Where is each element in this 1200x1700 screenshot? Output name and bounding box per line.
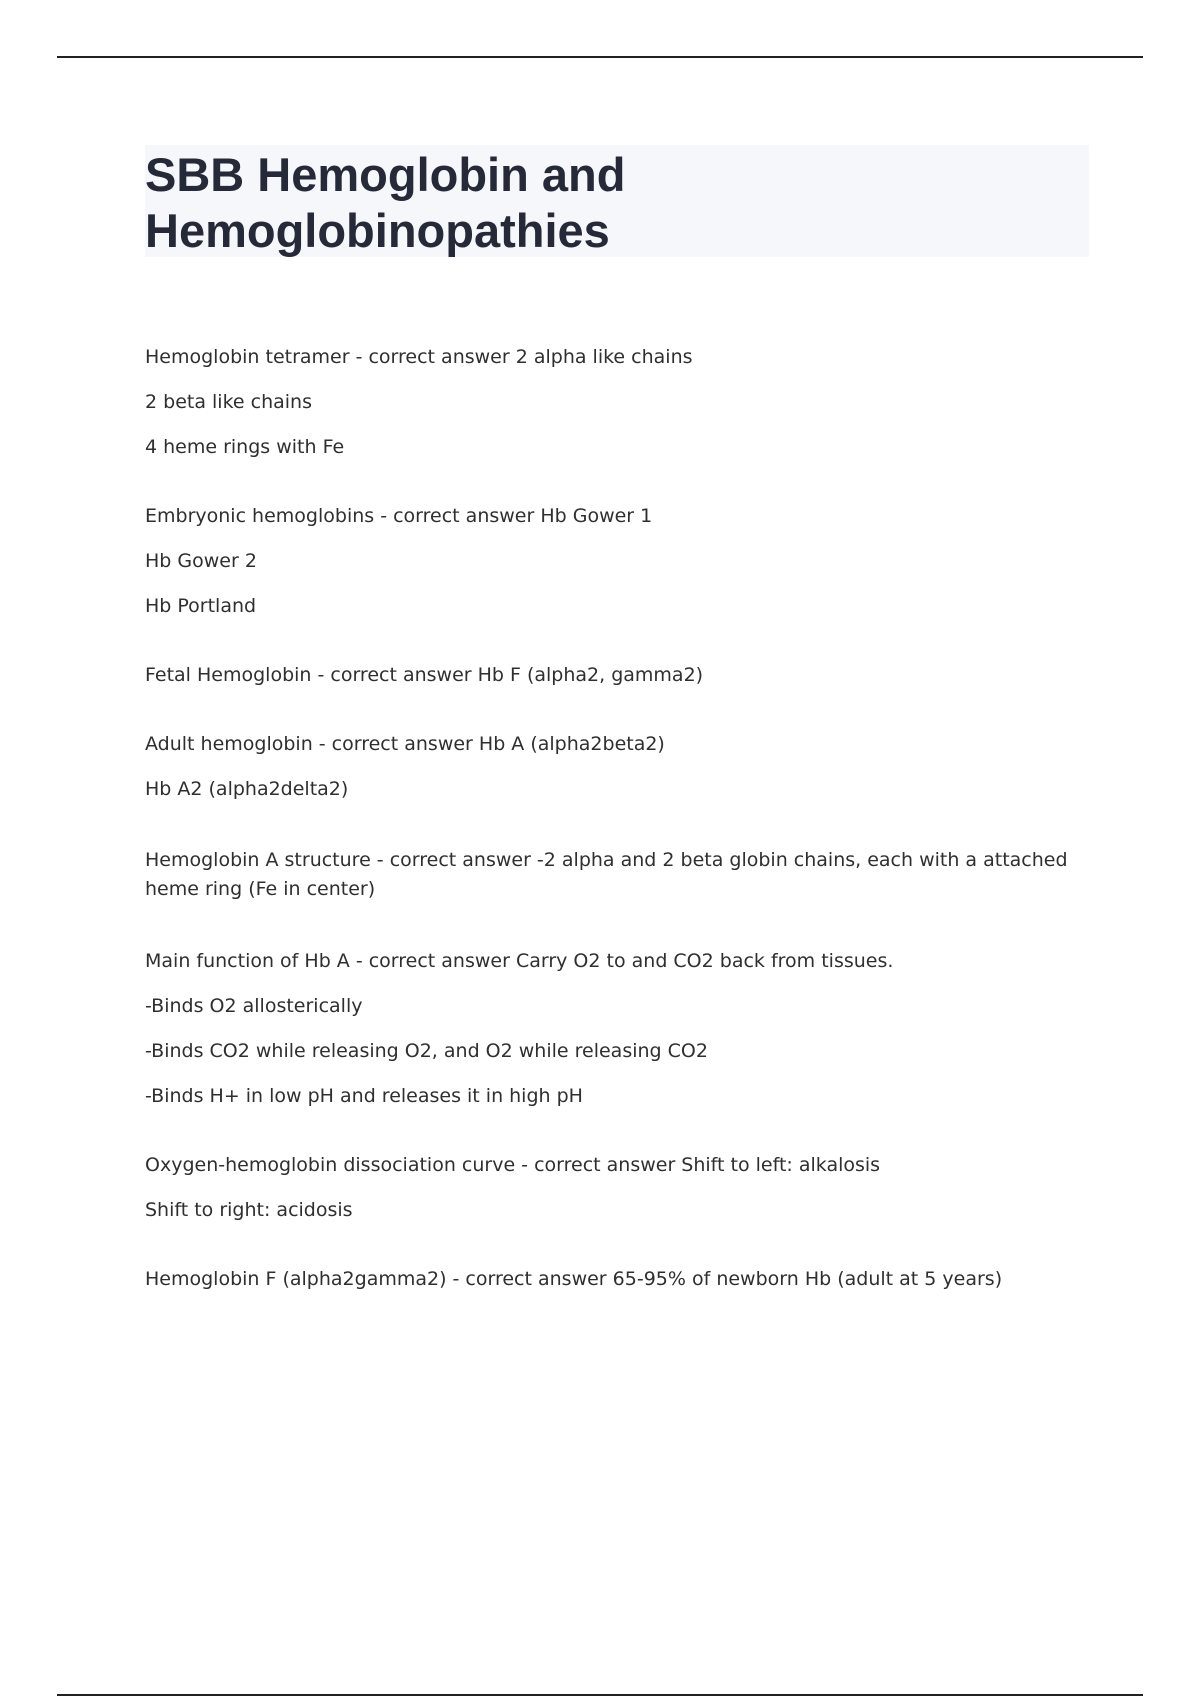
entry-line: 4 heme rings with Fe [145,436,345,458]
title-line-2: Hemoglobinopathies [145,204,610,257]
entry-line: Adult hemoglobin - correct answer Hb A (alpha2beta2) [145,733,665,755]
entry-adult-hemoglobin [145,732,1085,801]
entry-line: Hemoglobin A structure - correct answer -2 alpha and 2 beta globin chains, each with a attached heme ring (Fe in center) [145,849,1074,900]
entry-line: Main function of Hb A - correct answer Carry O2 to and CO2 back from tissues. [145,950,894,972]
flashcard-list [145,345,1085,1336]
entry-line: Hemoglobin tetramer - correct answer 2 alpha like chains [145,346,693,368]
entry-embryonic-hemoglobins [145,504,1085,618]
entry-line: Hb A2 (alpha2delta2) [145,778,349,800]
entry-fetal-hemoglobin [145,663,1085,687]
entry-hemoglobin-tetramer [145,345,1085,459]
entry-line: Hb Portland [145,595,257,617]
entry-line: Embryonic hemoglobins - correct answer Hb Gower 1 [145,505,653,527]
entry-line: -Binds O2 allosterically [145,995,363,1017]
top-divider [57,56,1143,58]
entry-line: Shift to right: acidosis [145,1199,353,1221]
title-line-1: SBB Hemoglobin and [145,148,626,201]
entry-main-function-hb-a [145,949,1085,1108]
entry-line: -Binds H+ in low pH and releases it in high pH [145,1085,583,1107]
entry-line: Oxygen-hemoglobin dissociation curve - correct answer Shift to left: alkalosis [145,1154,881,1176]
entry-line: Hb Gower 2 [145,550,257,572]
bottom-divider [57,1694,1143,1696]
entry-hemoglobin-a-structure [145,846,1085,904]
document-title [145,147,1089,259]
entry-dissociation-curve [145,1153,1085,1222]
title-block [145,145,1089,257]
entry-hemoglobin-f [145,1267,1085,1291]
entry-line: 2 beta like chains [145,391,312,413]
entry-line: Fetal Hemoglobin - correct answer Hb F (alpha2, gamma2) [145,664,704,686]
entry-line: Hemoglobin F (alpha2gamma2) - correct answer 65-95% of newborn Hb (adult at 5 years) [145,1268,1003,1290]
entry-line: -Binds CO2 while releasing O2, and O2 while releasing CO2 [145,1040,708,1062]
